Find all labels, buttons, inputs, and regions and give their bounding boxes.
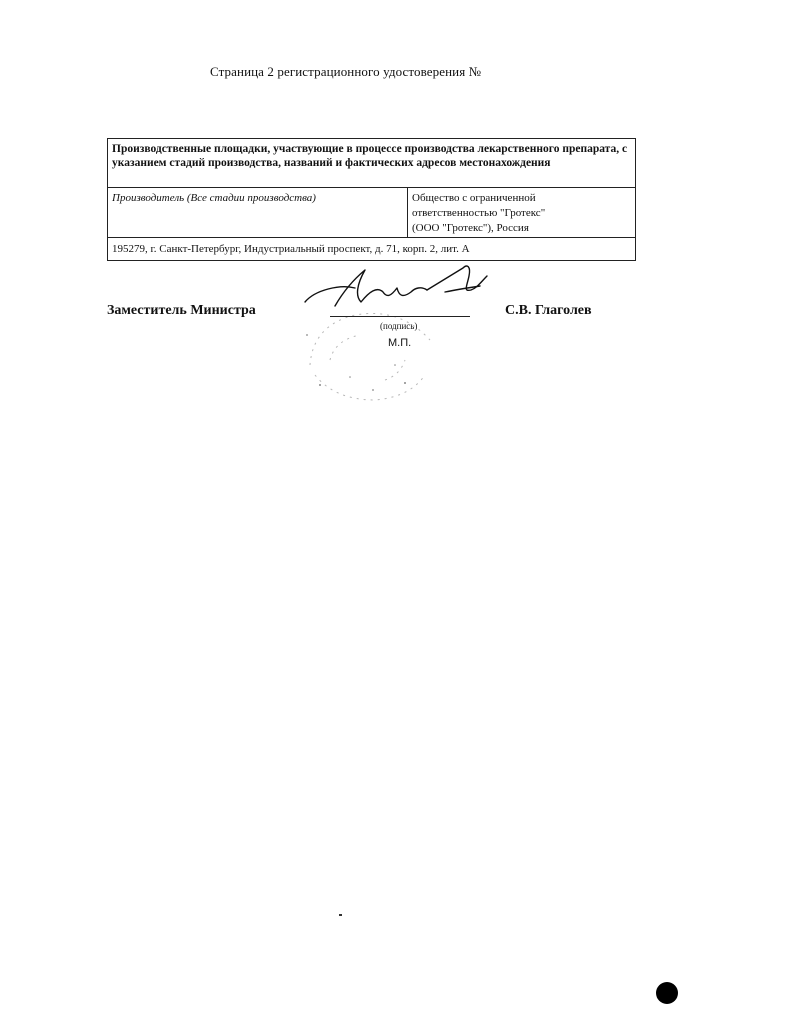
page-marker-dot	[656, 982, 678, 1004]
stamp-label: М.П.	[388, 337, 412, 349]
signature-line	[330, 316, 470, 317]
producer-row	[108, 188, 635, 238]
producer-name-line-1: Общество с ограниченной	[412, 192, 536, 204]
page-header: Страница 2 регистрационного удостоверения №	[210, 64, 482, 79]
producer-name-line-3: (ООО "Гротекс"), Россия	[412, 222, 529, 234]
scan-artifact-dot	[339, 914, 342, 916]
signer-position: Заместитель Министра	[107, 303, 256, 318]
production-sites-table	[107, 138, 636, 261]
producer-label: Производитель (Все стадии производства)	[108, 188, 408, 237]
handwritten-signature-icon	[295, 262, 495, 312]
table-header: Производственные площадки, участвующие в процессе производства лекарственного препарата, с указанием стадий производства, названий и фактических адресов местонахождения	[108, 139, 635, 188]
signature-caption: (подпись)	[380, 321, 418, 331]
signer-name: С.В. Глаголев	[505, 303, 592, 318]
producer-address: 195279, г. Санкт-Петербург, Индустриальный проспект, д. 71, корп. 2, лит. А	[112, 243, 470, 255]
faded-stamp-icon	[295, 305, 445, 405]
producer-name-line-2: ответственностью "Гротекс"	[412, 207, 546, 219]
producer-name	[408, 188, 635, 237]
